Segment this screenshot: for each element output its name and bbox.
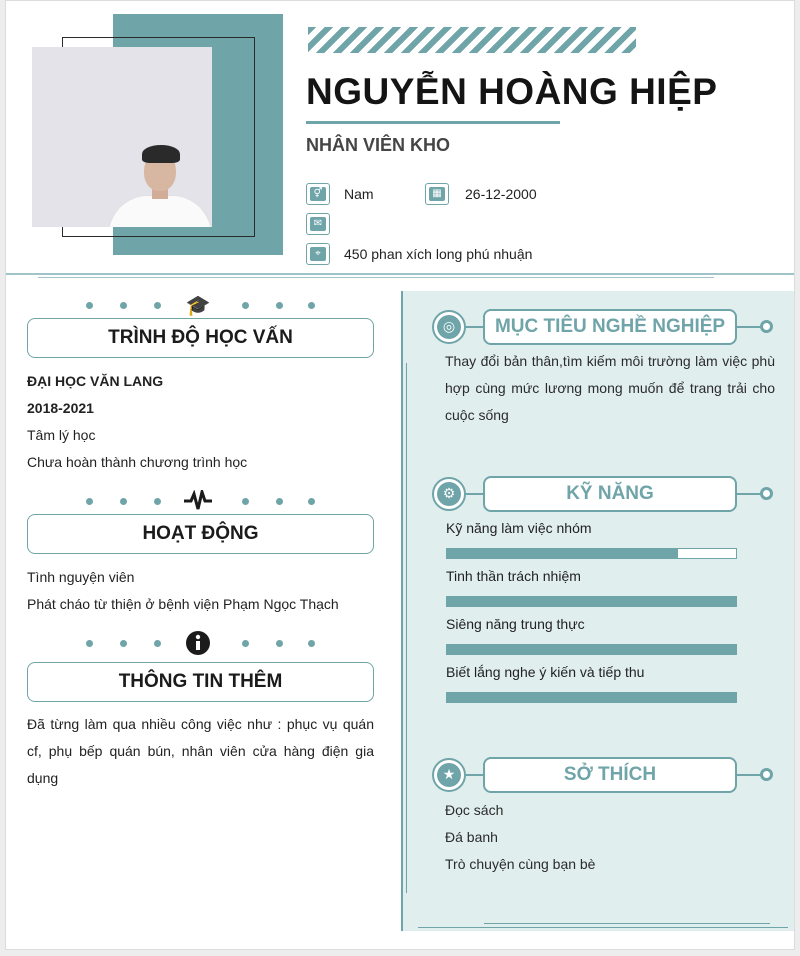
gender-icon: ⚥	[306, 183, 330, 205]
objective-connector	[466, 326, 484, 328]
hobbies-connector	[466, 774, 484, 776]
header-divider	[6, 273, 795, 275]
skill-bar-fill	[447, 549, 678, 558]
objective-title: MỤC TIÊU NGHỀ NGHIỆP	[483, 309, 737, 345]
profile-photo	[32, 47, 212, 227]
info-icon	[183, 630, 213, 656]
decorative-stripes	[308, 27, 636, 53]
education-status: Chưa hoàn thành chương trình học	[27, 454, 248, 470]
hobbies-end-dot	[760, 768, 773, 781]
graduation-cap-icon: 🎓	[185, 293, 211, 317]
name-underline	[306, 121, 560, 124]
activities-title: HOẠT ĐỘNG	[27, 514, 374, 554]
location-icon: ⌖	[306, 243, 330, 265]
header-divider-thin	[38, 277, 714, 278]
candidate-name: NGUYỄN HOÀNG HIỆP	[306, 71, 718, 112]
skill-bar	[446, 692, 737, 703]
column-divider	[401, 291, 403, 931]
gear-icon: ⚙	[437, 482, 461, 506]
skill-bar	[446, 548, 737, 559]
objective-text: Thay đổi bản thân,tìm kiếm môi trường làm việc phù hợp cùng mức lương mong muốn để trang trải cho cuộc sống	[445, 353, 775, 423]
extra-text: Đã từng làm qua nhiều công việc như : phục vụ quán cf, phụ bếp quán bún, nhân viên cửa hàng điện gia dụng	[27, 716, 374, 786]
hobby-item: Đọc sách	[445, 802, 504, 818]
activities-dots	[86, 488, 316, 514]
photo-person-shirt	[108, 195, 212, 227]
email-icon: ✉	[306, 213, 330, 235]
hobby-item: Đá banh	[445, 829, 498, 845]
right-panel-bottom-rule	[418, 927, 788, 928]
skills-end-dot	[760, 487, 773, 500]
skill-name: Kỹ năng làm việc nhóm	[446, 520, 592, 536]
education-major: Tâm lý học	[27, 427, 96, 443]
skill-name: Biết lắng nghe ý kiến và tiếp thu	[446, 664, 645, 680]
activity-item: Tình nguyện viên	[27, 569, 135, 585]
skill-bar-fill	[447, 597, 736, 606]
pulse-icon	[183, 488, 213, 514]
education-school: ĐẠI HỌC VĂN LANG	[27, 373, 164, 389]
hobbies-badge	[432, 758, 466, 792]
activity-item: Phát cháo từ thiện ở bệnh viện Phạm Ngọc Thạch	[27, 596, 339, 612]
education-years: 2018-2021	[27, 400, 94, 416]
objective-badge	[432, 310, 466, 344]
hobbies-title: SỞ THÍCH	[483, 757, 737, 793]
star-icon: ★	[437, 763, 461, 787]
target-icon: ◎	[437, 315, 461, 339]
skills-title: KỸ NĂNG	[483, 476, 737, 512]
objective-end-dot	[760, 320, 773, 333]
skill-bar-fill	[447, 693, 736, 702]
skill-bar	[446, 596, 737, 607]
education-title: TRÌNH ĐỘ HỌC VẤN	[27, 318, 374, 358]
gender-value: Nam	[344, 186, 374, 202]
education-dots	[86, 292, 316, 318]
calendar-icon: ▦	[425, 183, 449, 205]
skill-bar-fill	[447, 645, 736, 654]
photo-person-hair	[142, 145, 180, 163]
hobby-item: Trò chuyện cùng bạn bè	[445, 856, 596, 872]
skills-connector	[466, 493, 484, 495]
extra-title: THÔNG TIN THÊM	[27, 662, 374, 702]
job-title: NHÂN VIÊN KHO	[306, 135, 451, 155]
skills-badge	[432, 477, 466, 511]
right-panel-bottom-line	[484, 923, 770, 924]
cv-page	[5, 0, 795, 950]
skill-bar	[446, 644, 737, 655]
extra-dots	[86, 630, 316, 656]
right-panel-inner-line	[406, 363, 407, 893]
address-value: 450 phan xích long phú nhuận	[344, 246, 533, 262]
skill-name: Tinh thần trách nhiệm	[446, 568, 581, 584]
birthdate-value: 26-12-2000	[465, 186, 537, 202]
skill-name: Siêng năng trung thực	[446, 616, 585, 632]
